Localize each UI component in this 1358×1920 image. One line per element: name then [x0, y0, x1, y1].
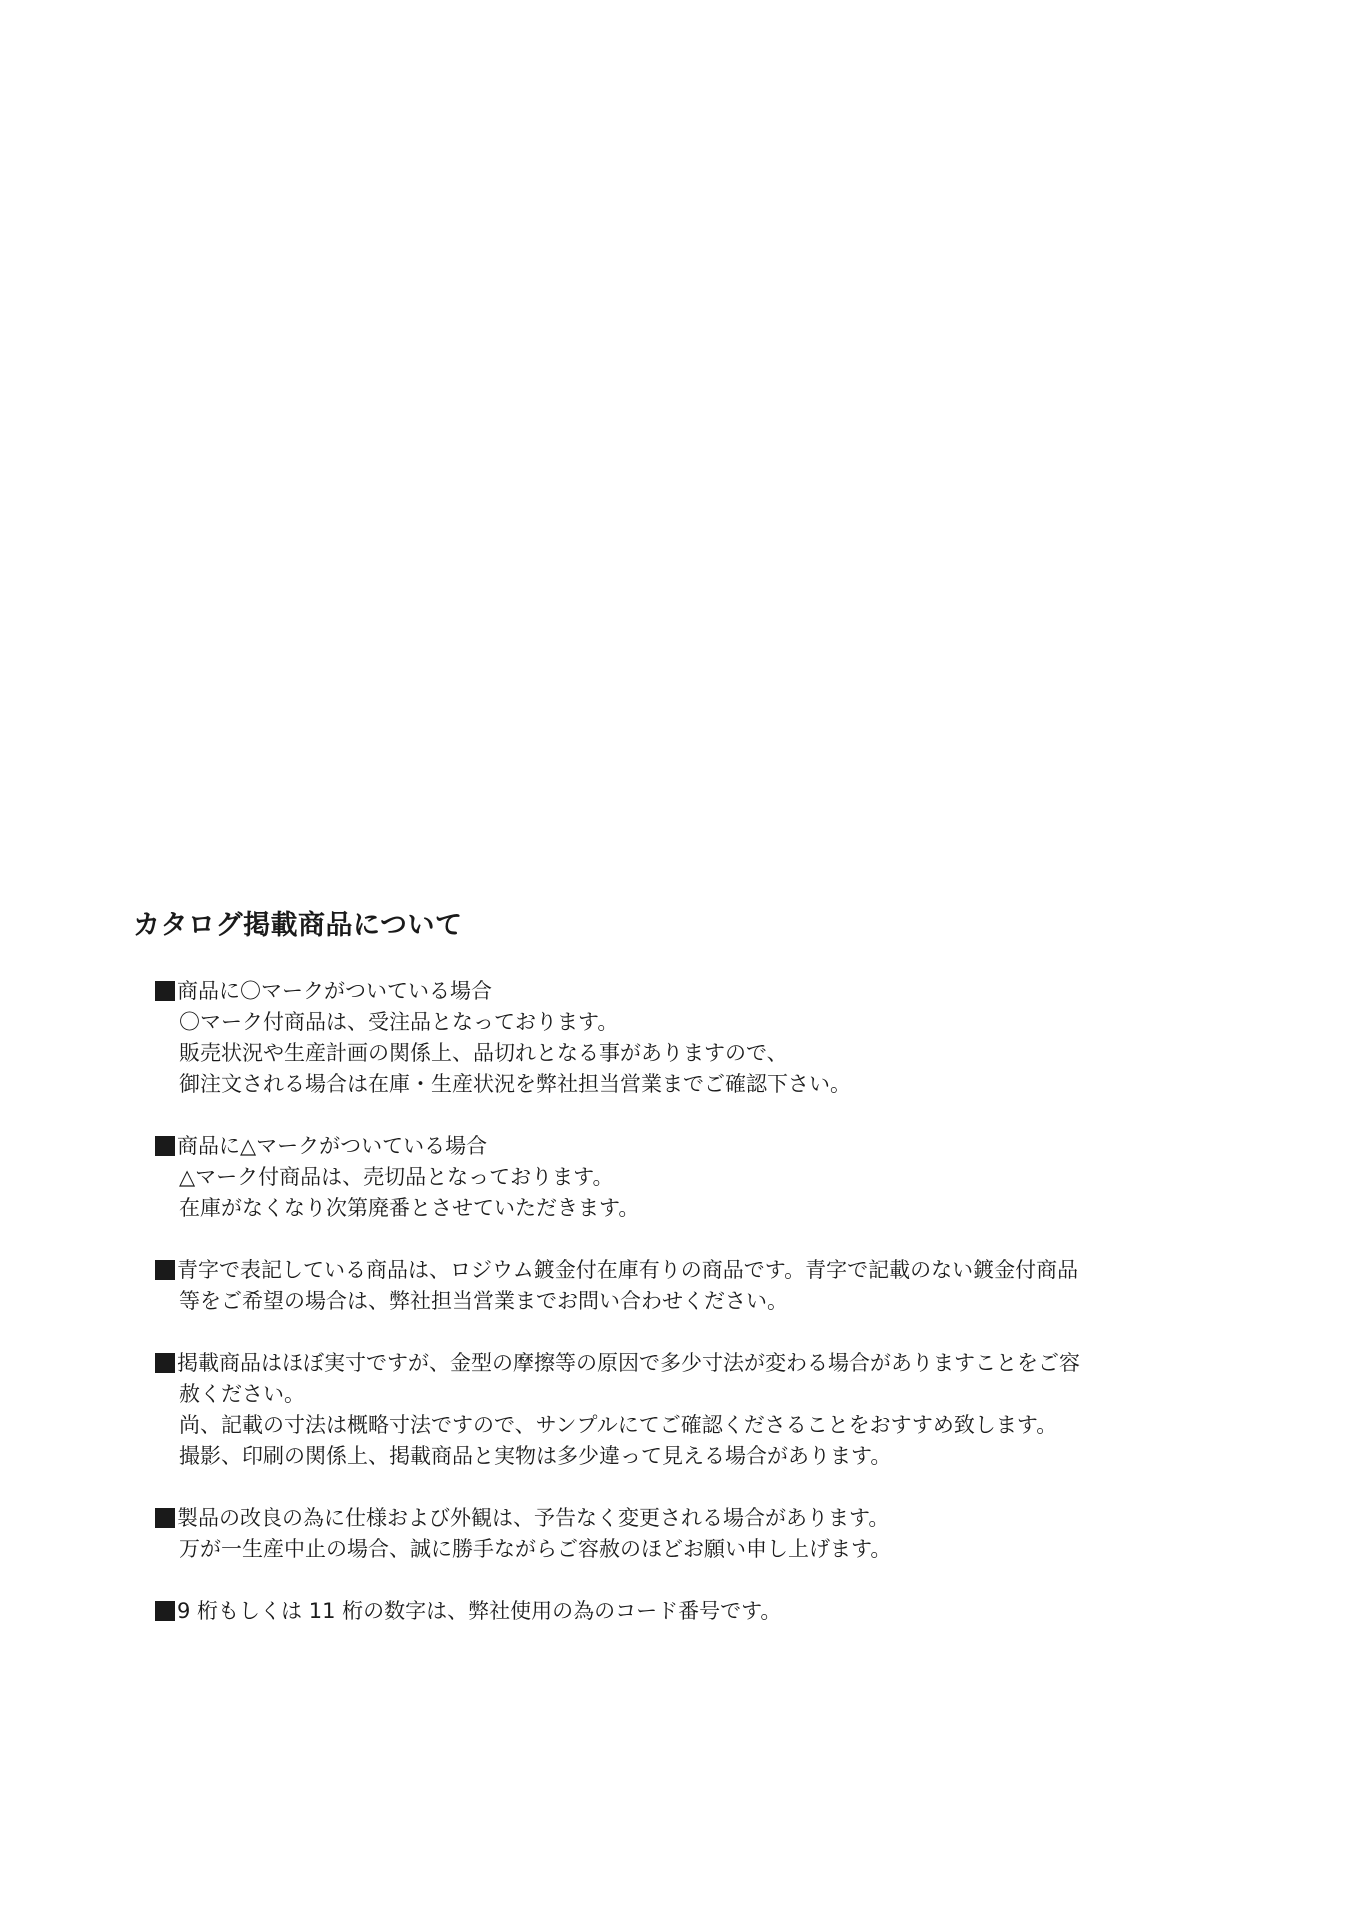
note-triangle-mark	[155, 1131, 1205, 1224]
note-heading: 商品に〇マークがついている場合	[177, 979, 492, 1003]
note-line: 撮影、印刷の関係上、掲載商品と実物は多少違って見える場合があります。	[179, 1444, 892, 1468]
note-heading: 青字で表記している商品は、ロジウム鍍金付在庫有りの商品です。青字で記載のない鍍金付商品	[177, 1258, 1079, 1282]
note-heading: 9 桁もしくは 11 桁の数字は、弊社使用の為のコード番号です。	[177, 1599, 782, 1623]
note-line: 等をご希望の場合は、弊社担当営業までお問い合わせください。	[179, 1289, 788, 1313]
note-spec-changes	[155, 1503, 1205, 1565]
page-title: カタログ掲載商品について	[133, 910, 463, 941]
note-line: △マーク付商品は、売切品となっております。	[179, 1165, 614, 1189]
note-code-numbers	[155, 1596, 1205, 1627]
note-blue-text	[155, 1255, 1205, 1317]
note-line: 尚、記載の寸法は概略寸法ですので、サンプルにてご確認くださることをおすすめ致します。	[179, 1413, 1058, 1437]
square-bullet-icon	[155, 1353, 175, 1373]
note-line: 〇マーク付商品は、受注品となっております。	[179, 1010, 619, 1034]
note-line: 販売状況や生産計画の関係上、品切れとなる事がありますので、	[179, 1041, 788, 1065]
square-bullet-icon	[155, 1136, 175, 1156]
square-bullet-icon	[155, 1508, 175, 1528]
note-line: 赦ください。	[179, 1382, 305, 1406]
note-circle-mark	[155, 976, 1205, 1100]
square-bullet-icon	[155, 1260, 175, 1280]
square-bullet-icon	[155, 1601, 175, 1621]
square-bullet-icon	[155, 981, 175, 1001]
note-line: 万が一生産中止の場合、誠に勝手ながらご容赦のほどお願い申し上げます。	[179, 1537, 892, 1561]
note-heading: 商品に△マークがついている場合	[177, 1134, 488, 1158]
note-heading: 掲載商品はほぼ実寸ですが、金型の摩擦等の原因で多少寸法が変わる場合がありますことをご容	[177, 1351, 1080, 1375]
note-actual-size	[155, 1348, 1205, 1472]
note-line: 御注文される場合は在庫・生産状況を弊社担当営業までご確認下さい。	[179, 1072, 851, 1096]
note-line: 在庫がなくなり次第廃番とさせていただきます。	[179, 1196, 640, 1220]
notes-list	[155, 976, 1205, 1658]
note-heading: 製品の改良の為に仕様および外観は、予告なく変更される場合があります。	[177, 1506, 890, 1530]
